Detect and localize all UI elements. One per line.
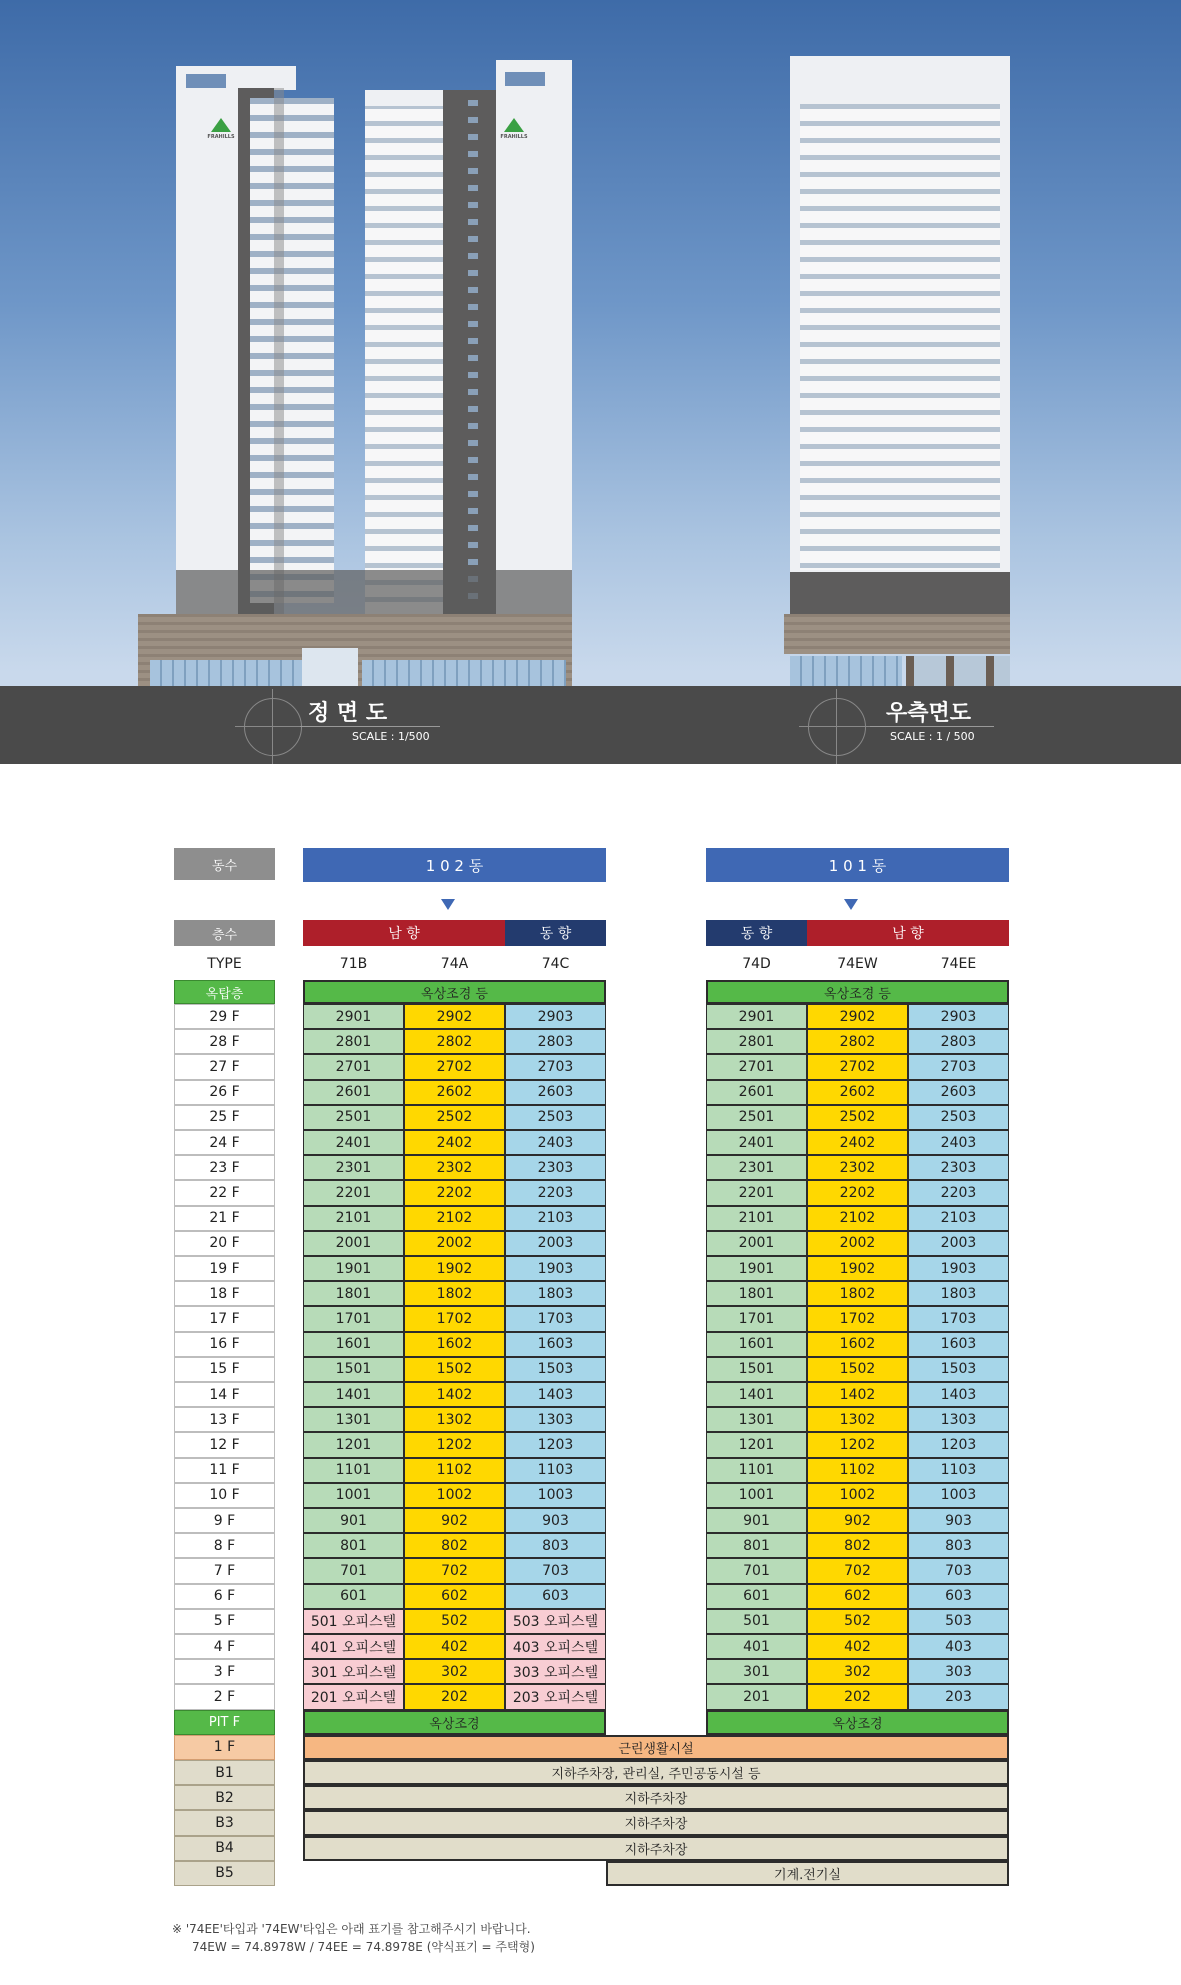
unit-102: 1203 <box>505 1432 606 1457</box>
floor-count-label: 층수 <box>174 920 275 946</box>
unit-101: 203 <box>908 1684 1009 1709</box>
type-102-74A: 74A <box>440 956 469 972</box>
rooftop-101: 옥상조경 등 <box>706 980 1009 1004</box>
unit-102: 701 <box>303 1558 404 1583</box>
unit-102: 2703 <box>505 1054 606 1079</box>
pit-102: 옥상조경 <box>303 1710 606 1735</box>
arrow-down-icon <box>441 899 455 910</box>
unit-101: 1602 <box>807 1332 908 1357</box>
unit-101: 2503 <box>908 1105 1009 1130</box>
right-elevation-title: 우측면도 <box>886 701 972 726</box>
unit-101: 1301 <box>706 1407 807 1432</box>
floor-label: 21 F <box>174 1206 275 1231</box>
unit-101: 2102 <box>807 1206 908 1231</box>
orientation-101-south: 남 향 <box>807 920 1009 946</box>
unit-102: 1803 <box>505 1281 606 1306</box>
unit-101: 1203 <box>908 1432 1009 1457</box>
basement-facility: 기계.전기실 <box>606 1861 1009 1886</box>
unit-101: 2001 <box>706 1231 807 1256</box>
unit-102: 2601 <box>303 1080 404 1105</box>
tower-right-windows <box>365 104 443 616</box>
unit-101: 1202 <box>807 1432 908 1457</box>
arrow-down-icon <box>844 899 858 910</box>
floor-label: 10 F <box>174 1483 275 1508</box>
unit-102: 1702 <box>404 1306 505 1331</box>
unit-102: 503 오피스텔 <box>505 1609 606 1634</box>
unit-101: 902 <box>807 1508 908 1533</box>
unit-101: 1703 <box>908 1306 1009 1331</box>
unit-101: 403 <box>908 1634 1009 1659</box>
unit-102: 1502 <box>404 1357 505 1382</box>
unit-102: 2901 <box>303 1004 404 1029</box>
unit-102: 1201 <box>303 1432 404 1457</box>
unit-101: 601 <box>706 1584 807 1609</box>
unit-102: 703 <box>505 1558 606 1583</box>
floor-label: 5 F <box>174 1609 275 1634</box>
unit-102: 2803 <box>505 1029 606 1054</box>
basement-floor-label: B2 <box>174 1785 275 1810</box>
unit-101: 1502 <box>807 1357 908 1382</box>
floor-label: 14 F <box>174 1382 275 1407</box>
unit-102: 1403 <box>505 1382 606 1407</box>
unit-101: 2201 <box>706 1180 807 1205</box>
unit-102: 2903 <box>505 1004 606 1029</box>
unit-102: 2102 <box>404 1206 505 1231</box>
unit-102: 403 오피스텔 <box>505 1634 606 1659</box>
unit-102: 1802 <box>404 1281 505 1306</box>
unit-101: 1601 <box>706 1332 807 1357</box>
unit-101: 303 <box>908 1659 1009 1684</box>
rooftop-floor-label: 옥탑층 <box>174 980 275 1004</box>
floor-label: 7 F <box>174 1558 275 1583</box>
unit-102: 2502 <box>404 1105 505 1130</box>
unit-102: 1603 <box>505 1332 606 1357</box>
unit-101: 1401 <box>706 1382 807 1407</box>
unit-101: 1103 <box>908 1458 1009 1483</box>
side-tower-windows <box>800 104 1000 570</box>
unit-102: 1602 <box>404 1332 505 1357</box>
unit-101: 2801 <box>706 1029 807 1054</box>
floor-label: 8 F <box>174 1533 275 1558</box>
unit-102: 1501 <box>303 1357 404 1382</box>
unit-101: 502 <box>807 1609 908 1634</box>
tower-left-side <box>274 88 284 616</box>
floor-label: 27 F <box>174 1054 275 1079</box>
unit-101: 1901 <box>706 1256 807 1281</box>
unit-101: 2601 <box>706 1080 807 1105</box>
unit-102: 903 <box>505 1508 606 1533</box>
unit-102: 2201 <box>303 1180 404 1205</box>
unit-102: 901 <box>303 1508 404 1533</box>
unit-102: 1503 <box>505 1357 606 1382</box>
unit-101: 2602 <box>807 1080 908 1105</box>
basement-facility: 지하주차장 <box>303 1810 1009 1835</box>
unit-102: 2001 <box>303 1231 404 1256</box>
floor-label: 28 F <box>174 1029 275 1054</box>
unit-101: 1503 <box>908 1357 1009 1382</box>
unit-102: 201 오피스텔 <box>303 1684 404 1709</box>
floor-label: 16 F <box>174 1332 275 1357</box>
floor-label: 20 F <box>174 1231 275 1256</box>
basement-facility: 지하주차장, 관리실, 주민공동시설 등 <box>303 1760 1009 1785</box>
floor-label: 25 F <box>174 1105 275 1130</box>
unit-102: 2401 <box>303 1130 404 1155</box>
unit-101: 2603 <box>908 1080 1009 1105</box>
unit-101: 401 <box>706 1634 807 1659</box>
unit-101: 2301 <box>706 1155 807 1180</box>
unit-102: 301 오피스텔 <box>303 1659 404 1684</box>
unit-102: 203 오피스텔 <box>505 1684 606 1709</box>
front-crosshair-icon <box>244 698 302 756</box>
type-101-74EW: 74EW <box>837 956 878 972</box>
orientation-102-east: 동 향 <box>505 920 606 946</box>
unit-101: 803 <box>908 1533 1009 1558</box>
unit-101: 703 <box>908 1558 1009 1583</box>
unit-102: 2101 <box>303 1206 404 1231</box>
unit-102: 2503 <box>505 1105 606 1130</box>
unit-101: 2902 <box>807 1004 908 1029</box>
basement-facility: 지하주차장 <box>303 1836 1009 1861</box>
unit-102: 801 <box>303 1533 404 1558</box>
floor-label: 11 F <box>174 1458 275 1483</box>
unit-101: 1302 <box>807 1407 908 1432</box>
unit-102: 302 <box>404 1659 505 1684</box>
unit-101: 801 <box>706 1533 807 1558</box>
type-102-74C: 74C <box>541 956 570 972</box>
unit-102: 2202 <box>404 1180 505 1205</box>
unit-102: 603 <box>505 1584 606 1609</box>
unit-102: 1601 <box>303 1332 404 1357</box>
unit-101: 202 <box>807 1684 908 1709</box>
floor-label: 23 F <box>174 1155 275 1180</box>
type-101-74D: 74D <box>742 956 771 972</box>
basement-floor-label: B5 <box>174 1861 275 1886</box>
unit-101: 302 <box>807 1659 908 1684</box>
unit-101: 2501 <box>706 1105 807 1130</box>
unit-102: 2302 <box>404 1155 505 1180</box>
unit-102: 501 오피스텔 <box>303 1609 404 1634</box>
unit-102: 1202 <box>404 1432 505 1457</box>
unit-102: 401 오피스텔 <box>303 1634 404 1659</box>
unit-102: 1902 <box>404 1256 505 1281</box>
unit-102: 1303 <box>505 1407 606 1432</box>
type-101-74EE: 74EE <box>940 956 977 972</box>
floor-label: 13 F <box>174 1407 275 1432</box>
unit-101: 603 <box>908 1584 1009 1609</box>
unit-101: 501 <box>706 1609 807 1634</box>
floor-label: 26 F <box>174 1080 275 1105</box>
unit-101: 1903 <box>908 1256 1009 1281</box>
unit-102: 202 <box>404 1684 505 1709</box>
unit-101: 2401 <box>706 1130 807 1155</box>
unit-102: 2203 <box>505 1180 606 1205</box>
unit-101: 901 <box>706 1508 807 1533</box>
unit-101: 1003 <box>908 1483 1009 1508</box>
unit-102: 1002 <box>404 1483 505 1508</box>
unit-102: 1701 <box>303 1306 404 1331</box>
unit-102: 1001 <box>303 1483 404 1508</box>
right-caption-line <box>870 726 994 727</box>
unit-101: 1702 <box>807 1306 908 1331</box>
unit-101: 1701 <box>706 1306 807 1331</box>
elevation-panel <box>0 0 1181 764</box>
unit-102: 2701 <box>303 1054 404 1079</box>
tower-right-core-win <box>468 100 478 605</box>
orientation-101-east: 동 향 <box>706 920 807 946</box>
unit-102: 602 <box>404 1584 505 1609</box>
unit-102: 2802 <box>404 1029 505 1054</box>
type-102-71B: 71B <box>339 956 368 972</box>
unit-102: 402 <box>404 1634 505 1659</box>
building-101-header: 1 0 1 동 <box>706 848 1009 882</box>
unit-101: 2302 <box>807 1155 908 1180</box>
unit-102: 802 <box>404 1533 505 1558</box>
side-podium <box>784 614 1010 654</box>
unit-101: 1801 <box>706 1281 807 1306</box>
unit-102: 1102 <box>404 1458 505 1483</box>
unit-102: 1801 <box>303 1281 404 1306</box>
unit-101: 1303 <box>908 1407 1009 1432</box>
unit-102: 2603 <box>505 1080 606 1105</box>
unit-101: 1902 <box>807 1256 908 1281</box>
unit-102: 2403 <box>505 1130 606 1155</box>
unit-101: 1402 <box>807 1382 908 1407</box>
unit-101: 2402 <box>807 1130 908 1155</box>
unit-101: 2803 <box>908 1029 1009 1054</box>
floor-label: 3 F <box>174 1659 275 1684</box>
side-tower-top <box>790 56 1010 96</box>
elevation-caption-bar <box>0 686 1181 764</box>
unit-102: 1401 <box>303 1382 404 1407</box>
unit-101: 2701 <box>706 1054 807 1079</box>
logo-right: FRAHILLS <box>500 118 528 154</box>
unit-101: 1403 <box>908 1382 1009 1407</box>
unit-101: 1102 <box>807 1458 908 1483</box>
unit-101: 903 <box>908 1508 1009 1533</box>
right-crosshair-icon <box>808 698 866 756</box>
logo-left: FRAHILLS <box>207 118 235 154</box>
unit-102: 1901 <box>303 1256 404 1281</box>
unit-101: 2802 <box>807 1029 908 1054</box>
unit-101: 2103 <box>908 1206 1009 1231</box>
unit-102: 2702 <box>404 1054 505 1079</box>
unit-101: 602 <box>807 1584 908 1609</box>
floor-label: 24 F <box>174 1130 275 1155</box>
front-podium-glass-b <box>362 660 566 686</box>
basement-floor-label: B4 <box>174 1836 275 1861</box>
unit-101: 1803 <box>908 1281 1009 1306</box>
unit-101: 2502 <box>807 1105 908 1130</box>
unit-101: 2403 <box>908 1130 1009 1155</box>
right-elevation-scale: SCALE : 1 / 500 <box>890 730 975 743</box>
basement-floor-label: B1 <box>174 1760 275 1785</box>
unit-101: 1001 <box>706 1483 807 1508</box>
building-102-header: 1 0 2 동 <box>303 848 606 882</box>
unit-102: 2103 <box>505 1206 606 1231</box>
unit-101: 802 <box>807 1533 908 1558</box>
ground-floor-label: 1 F <box>174 1735 275 1760</box>
floor-label: 29 F <box>174 1004 275 1029</box>
unit-101: 1603 <box>908 1332 1009 1357</box>
unit-101: 2203 <box>908 1180 1009 1205</box>
side-pilotis <box>906 656 1010 686</box>
unit-102: 2003 <box>505 1231 606 1256</box>
footnote-formula: 74EW = 74.8978W / 74EE = 74.8978E (약식표기 = 주택형) <box>192 1940 535 1954</box>
unit-101: 503 <box>908 1609 1009 1634</box>
unit-102: 2602 <box>404 1080 505 1105</box>
unit-101: 2702 <box>807 1054 908 1079</box>
rooftop-102: 옥상조경 등 <box>303 980 606 1004</box>
unit-102: 2303 <box>505 1155 606 1180</box>
unit-102: 2002 <box>404 1231 505 1256</box>
unit-102: 702 <box>404 1558 505 1583</box>
floor-label: 22 F <box>174 1180 275 1205</box>
unit-102: 502 <box>404 1609 505 1634</box>
tower-left-roofwin <box>186 74 226 88</box>
ground-floor-facility: 근린생활시설 <box>303 1735 1009 1760</box>
dong-label: 동수 <box>174 848 275 880</box>
unit-101: 1101 <box>706 1458 807 1483</box>
front-elevation-scale: SCALE : 1/500 <box>352 730 430 743</box>
pit-floor-label: PIT F <box>174 1710 275 1735</box>
type-label: TYPE <box>207 956 242 972</box>
unit-101: 402 <box>807 1634 908 1659</box>
floor-label: 12 F <box>174 1432 275 1457</box>
unit-101: 2303 <box>908 1155 1009 1180</box>
unit-101: 2703 <box>908 1054 1009 1079</box>
unit-102: 303 오피스텔 <box>505 1659 606 1684</box>
unit-101: 2901 <box>706 1004 807 1029</box>
unit-102: 1402 <box>404 1382 505 1407</box>
unit-102: 1302 <box>404 1407 505 1432</box>
unit-102: 2402 <box>404 1130 505 1155</box>
unit-102: 1703 <box>505 1306 606 1331</box>
unit-101: 2202 <box>807 1180 908 1205</box>
unit-101: 1501 <box>706 1357 807 1382</box>
unit-102: 902 <box>404 1508 505 1533</box>
unit-101: 301 <box>706 1659 807 1684</box>
floor-label: 15 F <box>174 1357 275 1382</box>
unit-102: 1903 <box>505 1256 606 1281</box>
tower-right-cap <box>365 90 445 106</box>
tower-right-roofwin <box>505 72 545 86</box>
pit-101: 옥상조경 <box>706 1710 1009 1735</box>
front-caption-line <box>300 726 440 727</box>
basement-facility: 지하주차장 <box>303 1785 1009 1810</box>
unit-101: 201 <box>706 1684 807 1709</box>
unit-101: 2003 <box>908 1231 1009 1256</box>
unit-102: 1101 <box>303 1458 404 1483</box>
unit-101: 1802 <box>807 1281 908 1306</box>
side-tower-base <box>790 572 1010 616</box>
floor-label: 18 F <box>174 1281 275 1306</box>
unit-102: 2902 <box>404 1004 505 1029</box>
unit-101: 1201 <box>706 1432 807 1457</box>
orientation-102-south: 남 향 <box>303 920 505 946</box>
side-podium-glass <box>790 656 902 686</box>
unit-102: 2501 <box>303 1105 404 1130</box>
floor-label: 19 F <box>174 1256 275 1281</box>
unit-102: 803 <box>505 1533 606 1558</box>
front-elevation-title: 정 면 도 <box>308 701 388 726</box>
floor-label: 17 F <box>174 1306 275 1331</box>
floor-label: 9 F <box>174 1508 275 1533</box>
floor-label: 2 F <box>174 1684 275 1709</box>
unit-102: 601 <box>303 1584 404 1609</box>
unit-102: 2801 <box>303 1029 404 1054</box>
unit-101: 2101 <box>706 1206 807 1231</box>
floor-label: 4 F <box>174 1634 275 1659</box>
front-podium-glass <box>150 660 302 686</box>
front-base-band <box>176 570 572 616</box>
unit-102: 1003 <box>505 1483 606 1508</box>
front-gate <box>302 648 358 686</box>
unit-101: 2903 <box>908 1004 1009 1029</box>
unit-101: 702 <box>807 1558 908 1583</box>
footnote: ※ '74EE'타입과 '74EW'타입은 아래 표기를 참고해주시기 바랍니다. <box>172 1922 531 1936</box>
unit-102: 1103 <box>505 1458 606 1483</box>
floor-label: 6 F <box>174 1584 275 1609</box>
unit-101: 2002 <box>807 1231 908 1256</box>
unit-101: 1002 <box>807 1483 908 1508</box>
tower-left-windows-b <box>284 98 334 603</box>
unit-102: 2301 <box>303 1155 404 1180</box>
basement-floor-label: B3 <box>174 1810 275 1835</box>
unit-101: 701 <box>706 1558 807 1583</box>
unit-102: 1301 <box>303 1407 404 1432</box>
